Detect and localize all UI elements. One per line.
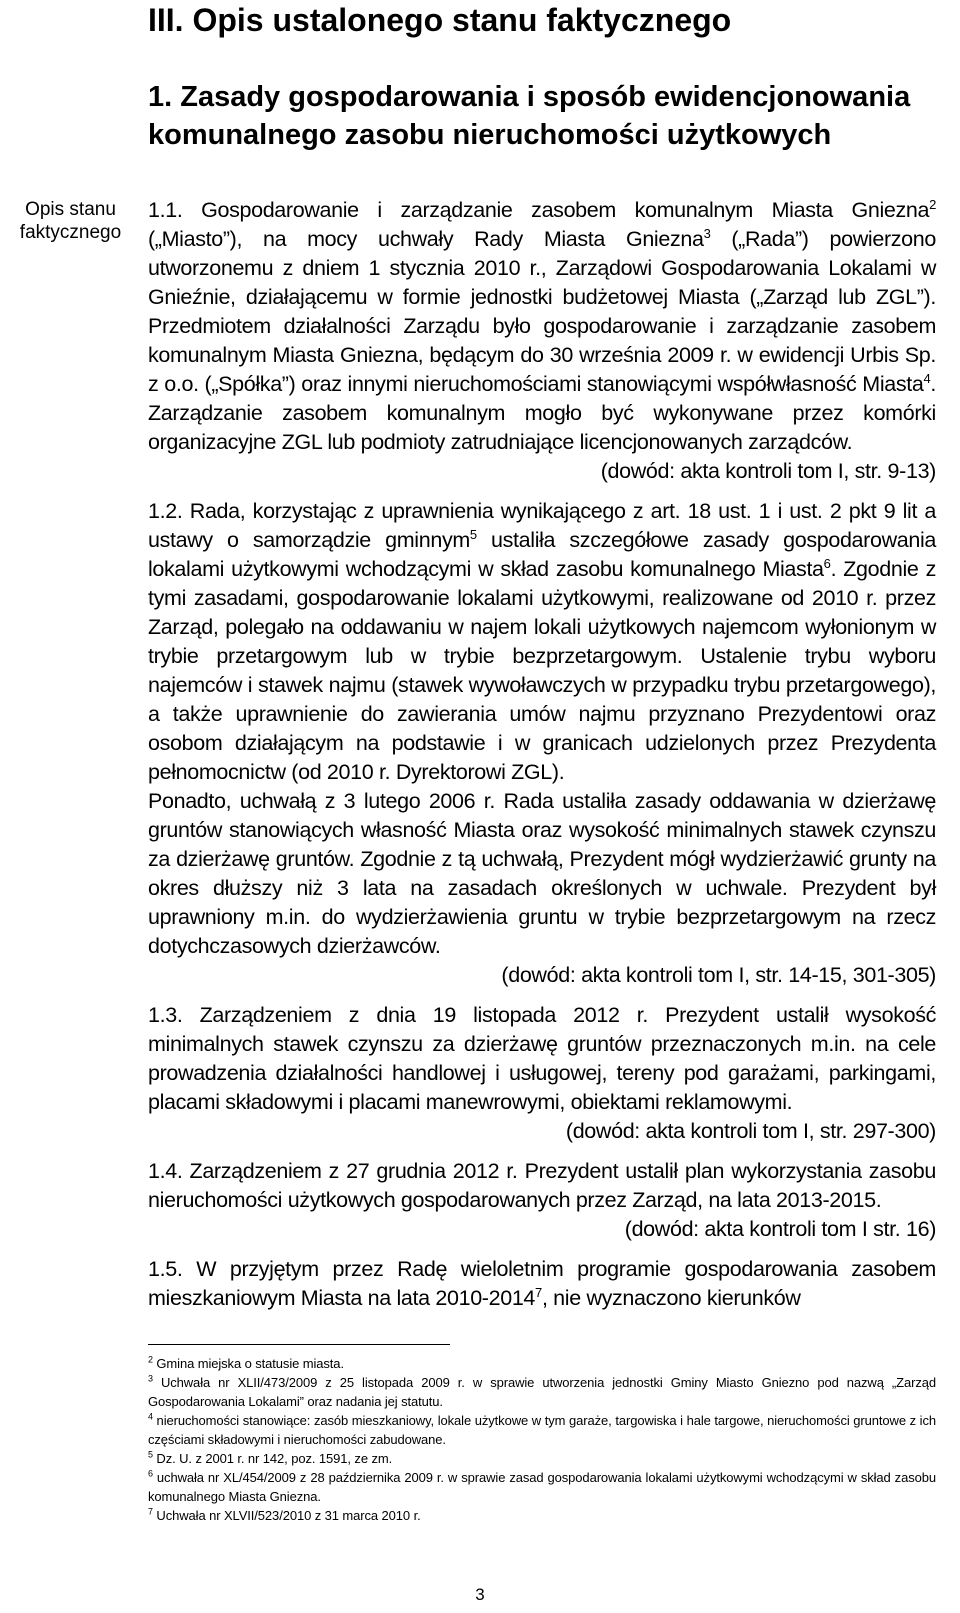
page-heading: III. Opis ustalonego stanu faktycznego: [148, 2, 732, 38]
footnote-text: nieruchomości stanowiące: zasób mieszkaniowy, lokale użytkowe w tym garaże, targowiska i hale targowe, nieruchomości gruntowe z ich częściami składowymi i nieruchomości zabudowane.: [148, 1413, 936, 1447]
main-text: [148, 196, 936, 1313]
text-run: ustaliła szczegółowe zasady gospodarowania lokalami użytkowymi wchodzącymi w skład zasobu komunalnego Miasta: [148, 528, 936, 581]
footnote: [148, 1411, 936, 1449]
text-run: 1.5. W przyjętym przez Radę wieloletnim programie gospodarowania zasobem mieszkaniowym Miasta na lata 2010-2014: [148, 1257, 936, 1310]
paragraph: [148, 1001, 936, 1117]
paragraph: [148, 787, 936, 961]
footnote-ref: 5: [469, 526, 477, 542]
paragraph: [148, 196, 936, 457]
footnote: [148, 1506, 936, 1525]
footnotes: [148, 1354, 936, 1525]
text-run: , nie wyznaczono kierunków: [541, 1286, 801, 1310]
footnote-ref: 2: [929, 196, 936, 212]
paragraph: [148, 1255, 936, 1313]
evidence-citation: (dowód: akta kontroli tom I, str. 297-300): [565, 1119, 936, 1143]
text-run: Ponadto, uchwałą z 3 lutego 2006 r. Rada ustaliła zasady oddawania w dzierżawę gruntów stanowiących własność Miasta oraz wysokość minimalnych stawek czynszu za dzierżawę gruntów. Zgodnie z tą uchwałą, Prezydent mógł wydzierżawić grunty na okres dłuższy niż 3 lata na zasadach określonych w uchwale. Prezydent był uprawniony m.in. do wydzierżawienia gruntu w trybie bezprzetargowym na rzecz dotychczasowych dzierżawców.: [148, 789, 936, 958]
footnote: [148, 1449, 936, 1468]
section-heading: 1. Zasady gospodarowania i sposób ewidencjonowania komunalnego zasobu nieruchomości użytkowych: [148, 81, 911, 151]
text-run: („Rada”) powierzono utworzonemu z dniem 1 stycznia 2010 r., Zarządowi Gospodarowania Lokalami w Gnieźnie, działającemu w formie jednostki budżetowej Miasta („Zarząd lub ZGL”). Przedmiotem działalności Zarządu było gospodarowanie i zarządzanie zasobem komunalnym Miasta Gniezna, będącym do 30 września 2009 r. w ewidencji Urbis Sp. z o.o. („Spółka”) oraz innymi nieruchomościami stanowiącymi współwłasność Miasta: [148, 227, 936, 396]
footnote-ref: 4: [923, 370, 931, 386]
footnote: [148, 1373, 936, 1411]
footnote-ref: 6: [823, 555, 831, 571]
footnote: [148, 1354, 936, 1373]
footnote-divider: [148, 1344, 450, 1345]
paragraph: [148, 497, 936, 787]
footnote-number: 4: [148, 1411, 153, 1422]
paragraph: [148, 1157, 936, 1215]
footnote-text: Dz. U. z 2001 r. nr 142, poz. 1591, ze zm.: [152, 1451, 393, 1466]
text-run: . Zarządzanie zasobem komunalnym mogło być wykonywane przez komórki organizacyjne ZGL lub podmioty zatrudniające licencjonowanych zarządców.: [148, 372, 936, 454]
evidence-citation: (dowód: akta kontroli tom I, str. 14-15, 301-305): [501, 963, 936, 987]
footnote-text: uchwała nr XL/454/2009 z 28 października 2009 r. w sprawie zasad gospodarowania lokalami użytkowymi wchodzącymi w skład zasobu komunalnego Miasta Gniezna.: [148, 1470, 936, 1504]
text-run: 1.2. Rada, korzystając z uprawnienia wynikającego z art. 18 ust. 1 i ust. 2 pkt 9 lit a ustawy o samorządzie gminnym: [148, 499, 936, 552]
footnote-number: 2: [148, 1354, 153, 1365]
footnote-number: 6: [148, 1468, 153, 1479]
footnote-text: Gmina miejska o statusie miasta.: [152, 1356, 344, 1371]
page-number: 3: [475, 1585, 485, 1604]
text-run: 1.1. Gospodarowanie i zarządzanie zasobem komunalnym Miasta Gniezna: [148, 198, 930, 222]
footnote: [148, 1468, 936, 1506]
text-run: 1.4. Zarządzeniem z 27 grudnia 2012 r. Prezydent ustalił plan wykorzystania zasobu nieruchomości użytkowych gospodarowanych przez Zarząd, na lata 2013-2015.: [148, 1159, 936, 1212]
footnote-text: Uchwała nr XLVII/523/2010 z 31 marca 2010 r.: [152, 1508, 421, 1523]
footnote-ref: 7: [535, 1284, 542, 1300]
text-run: 1.3. Zarządzeniem z dnia 19 listopada 2012 r. Prezydent ustalił wysokość minimalnych stawek czynszu za dzierżawę gruntów przeznaczonych m.in. na cele prowadzenia działalności handlowej i usługowej, tereny pod garażami, parkingami, placami składowymi i placami manewrowymi, obiektami reklamowymi.: [148, 1003, 936, 1114]
text-run: („Miasto”), na mocy uchwały Rady Miasta Gniezna: [148, 227, 704, 251]
evidence-citation: (dowód: akta kontroli tom I, str. 9-13): [600, 459, 936, 483]
evidence-citation: (dowód: akta kontroli tom I str. 16): [624, 1217, 936, 1241]
text-run: . Zgodnie z tymi zasadami, gospodarowanie lokalami użytkowymi, realizowane od 2010 r. przez Zarząd, polegało na oddawaniu w najem lokali użytkowych najemcom wyłonionym w trybie przetargowym lub w trybie bezprzetargowym. Ustalenie trybu wyboru najemców i stawek najmu (stawek wywoławczych w przypadku trybu przetargowego), a także uprawnienie do zawierania umów najmu przyznano Prezydentowi oraz osobom działającym na podstawie i w granicach udzielonych przez Prezydenta pełnomocnictw (od 2010 r. Dyrektorowi ZGL).: [148, 557, 936, 784]
footnote-text: Uchwała nr XLII/473/2009 z 25 listopada 2009 r. w sprawie utworzenia jednostki Gminy Miasto Gniezno pod nazwą „Zarząd Gospodarowania Lokalami” oraz nadania jej statutu.: [148, 1375, 936, 1409]
footnote-ref: 3: [703, 225, 711, 241]
footnote-number: 3: [148, 1373, 153, 1384]
footnote-number: 5: [148, 1449, 153, 1460]
side-label: Opis stanu faktycznego: [19, 199, 122, 243]
footnote-number: 7: [148, 1506, 153, 1517]
